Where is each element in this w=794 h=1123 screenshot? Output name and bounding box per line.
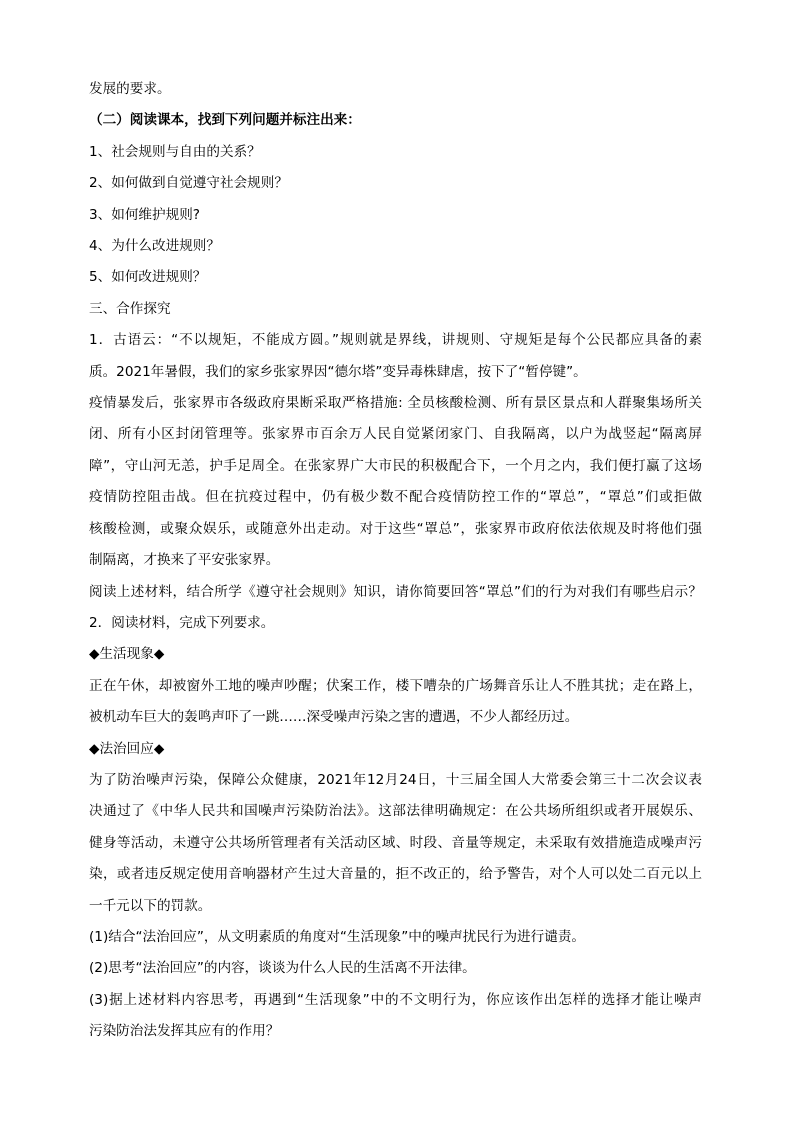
text-line: (1)结合“法治回应”，从文明素质的角度对“生活现象”中的噪声扰民行为进行谴责。 bbox=[89, 928, 586, 945]
text-line: 一千元以下的罚款。 bbox=[89, 897, 212, 914]
text-line: （二）阅读课本，找到下列问题并标注出来： bbox=[89, 112, 361, 129]
text-line: 闭、所有小区封闭管理等。张家界市百余万人民自觉紧闭家门、自我隔离，以户为战竖起“隔离屏 bbox=[89, 426, 702, 443]
text-line: 5、如何改进规则？ bbox=[89, 269, 207, 286]
text-line: (3)据上述材料内容思考，再遇到“生活现象”中的不文明行为，你应该作出怎样的选择才能让噪声 bbox=[89, 991, 702, 1008]
text-line: (2)思考“法治回应”的内容，谈谈为什么人民的生活离不开法律。 bbox=[89, 960, 476, 977]
text-line: 发展的要求。 bbox=[89, 81, 171, 97]
text-line: 疫情暴发后，张家界市各级政府果断采取严格措施: 全员核酸检测、所有景区景点和人群聚集场所关 bbox=[89, 395, 702, 412]
text-line: 3、如何维护规则? bbox=[89, 206, 201, 223]
text-line: 染，或者违反规定使用音响器材产生过大音量的，拒不改正的，给予警告，对个人可以处二百元以上 bbox=[89, 866, 702, 883]
text-line: 污染防治法发挥其应有的作用？ bbox=[89, 1023, 280, 1040]
text-line: 1．古语云：“不以规矩，不能成方圆。”规则就是界线，讲规则、守规矩是每个公民都应具备的素 bbox=[89, 332, 702, 349]
text-line: 三、合作探究 bbox=[89, 300, 171, 317]
text-line: 被机动车巨大的轰鸣声吓了一跳……深受噪声污染之害的遭遇，不少人都经历过。 bbox=[89, 709, 579, 726]
text-line: 核酸检测，或聚众娱乐，或随意外出走动。对于这些“罩总”，张家界市政府依法依规及时将他们强 bbox=[89, 520, 702, 537]
text-line: 2、如何做到自觉遵守社会规则？ bbox=[89, 175, 288, 192]
text-line: 决通过了《中华人民共和国噪声污染防治法》。这部法律明确规定：在公共场所组织或者开展娱乐、 bbox=[89, 803, 702, 820]
text-line: 阅读上述材料，结合所学《遵守社会规则》知识，请你简要回答“罩总”们的行为对我们有哪些启示？ bbox=[89, 583, 702, 600]
text-line: ◆法治回应◆ bbox=[89, 740, 165, 757]
text-line: 疫情防控阻击战。但在抗疫过程中，仍有极少数不配合疫情防控工作的“罩总”，“罩总”们或拒做 bbox=[89, 489, 702, 506]
text-line: 健身等活动，未遵守公共场所管理者有关活动区域、时段、音量等规定，未采取有效措施造成噪声污 bbox=[89, 834, 702, 851]
text-line: 2．阅读材料，完成下列要求。 bbox=[89, 614, 275, 631]
text-line: 4、为什么改进规则？ bbox=[89, 238, 220, 255]
text-line: 1、社会规则与自由的关系？ bbox=[89, 143, 261, 160]
text-line: ◆生活现象◆ bbox=[89, 646, 165, 663]
text-line: 为了防治噪声污染，保障公众健康，2021年12月24日，十三届全国人大常委会第三十二次会议表 bbox=[89, 771, 702, 788]
text-line: 障”，守山河无恙，护手足周全。在张家界广大市民的积极配合下，一个月之内，我们便打赢了这场 bbox=[89, 457, 702, 474]
text-line: 质。2021年暑假，我们的家乡张家界因“德尔塔”变异毒株肆虐，按下了“暂停键”。 bbox=[89, 363, 587, 380]
text-line: 正在午休，却被窗外工地的噪声吵醒；伏案工作，楼下嘈杂的广场舞音乐让人不胜其扰；走在路上， bbox=[89, 677, 702, 694]
text-line: 制隔离，才换来了平安张家界。 bbox=[89, 552, 280, 569]
